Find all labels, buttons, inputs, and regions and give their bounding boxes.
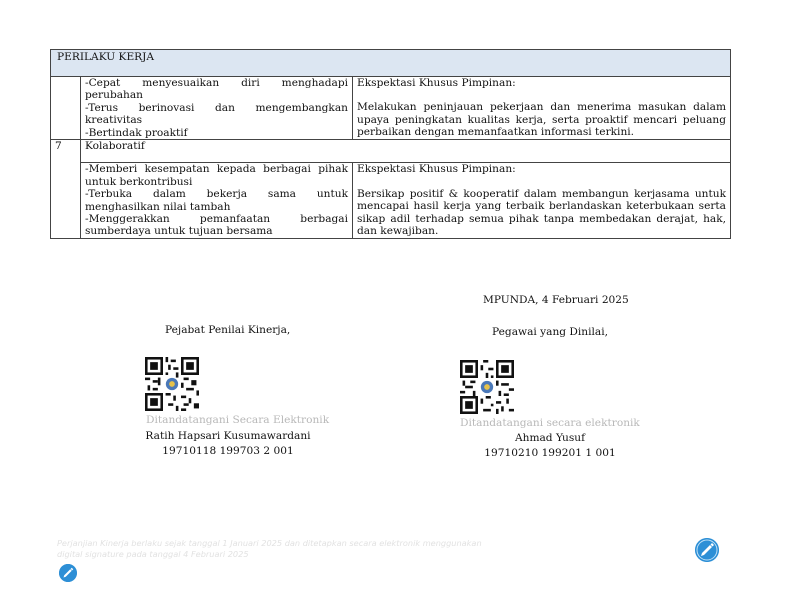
behavior-item: -Terbuka dalam bekerja sama untuk menghasilkan nilai tambah [85,188,348,213]
behavior-item: -Cepat menyesuaikan diri menghadapi perubahan [85,77,348,102]
signer-nip-right: 19710210 199201 1 001 [484,447,616,459]
expectation-text: Melakukan peninjauan pekerjaan dan menerima masukan dalam upaya peningkatan kualitas kerja, serta proaktif mencari peluang perbaikan dengan memanfaatkan informasi terkini. [357,101,726,139]
signature-pen-logo-icon [695,538,719,562]
row-number: 7 [51,140,81,163]
qr-code-icon [460,360,514,414]
table-row [51,140,731,163]
signer-name-right: Ahmad Yusuf [514,432,586,444]
table-row [51,163,731,238]
behavior-cell [81,163,353,238]
footer-line: digital signature pada tanggal 4 Februari 2025 [57,549,249,559]
expectation-title: Ekspektasi Khusus Pimpinan: [357,163,516,176]
signer-role-left: Pejabat Penilai Kinerja, [165,324,291,336]
behavior-item: -Menggerakkan pemanfaatan berbagai sumberdaya untuk tujuan bersama [85,213,348,238]
footer-note [57,538,537,560]
expectation-text: Bersikap positif & kooperatif dalam membangun kerjasama untuk mencapai hasil kerja yang terbaik berlandaskan keterbukaan serta sikap adil terhadap semua pihak tanpa membedakan derajat, hak, dan kewajiban. [357,187,726,238]
signer-name-left: Ratih Hapsari Kusumawardani [145,430,311,442]
performance-table [50,49,731,239]
section-header: PERILAKU KERJA [51,50,731,77]
esign-label-left: Ditandatangani Secara Elektronik [146,414,330,426]
table-row [51,77,731,140]
behavior-item: -Memberi kesempatan kepada berbagai pihak untuk berkontribusi [85,163,348,188]
signer-nip-left: 19710118 199703 2 001 [162,445,294,457]
expectation-title: Ekspektasi Khusus Pimpinan: [357,77,516,89]
behavior-item: -Bertindak proaktif [85,126,188,139]
signer-role-right: Pegawai yang Dinilai, [492,326,608,338]
expectation-cell [353,77,731,140]
qr-code-icon [145,357,199,411]
footer-line: Perjanjian Kinerja berlaku sejak tanggal 1 Januari 2025 dan ditetapkan secara elektronik menggunakan [57,538,482,548]
place-date: MPUNDA, 4 Februari 2025 [483,294,629,306]
row-title: Kolaboratif [81,140,731,163]
signature-pen-logo-icon [59,564,77,582]
row-number [51,77,81,140]
esign-label-right: Ditandatangani secara elektronik [460,417,640,429]
behavior-item: -Terus berinovasi dan mengembangkan kreativitas [85,101,348,127]
expectation-cell [353,163,731,238]
behavior-cell [81,77,353,140]
